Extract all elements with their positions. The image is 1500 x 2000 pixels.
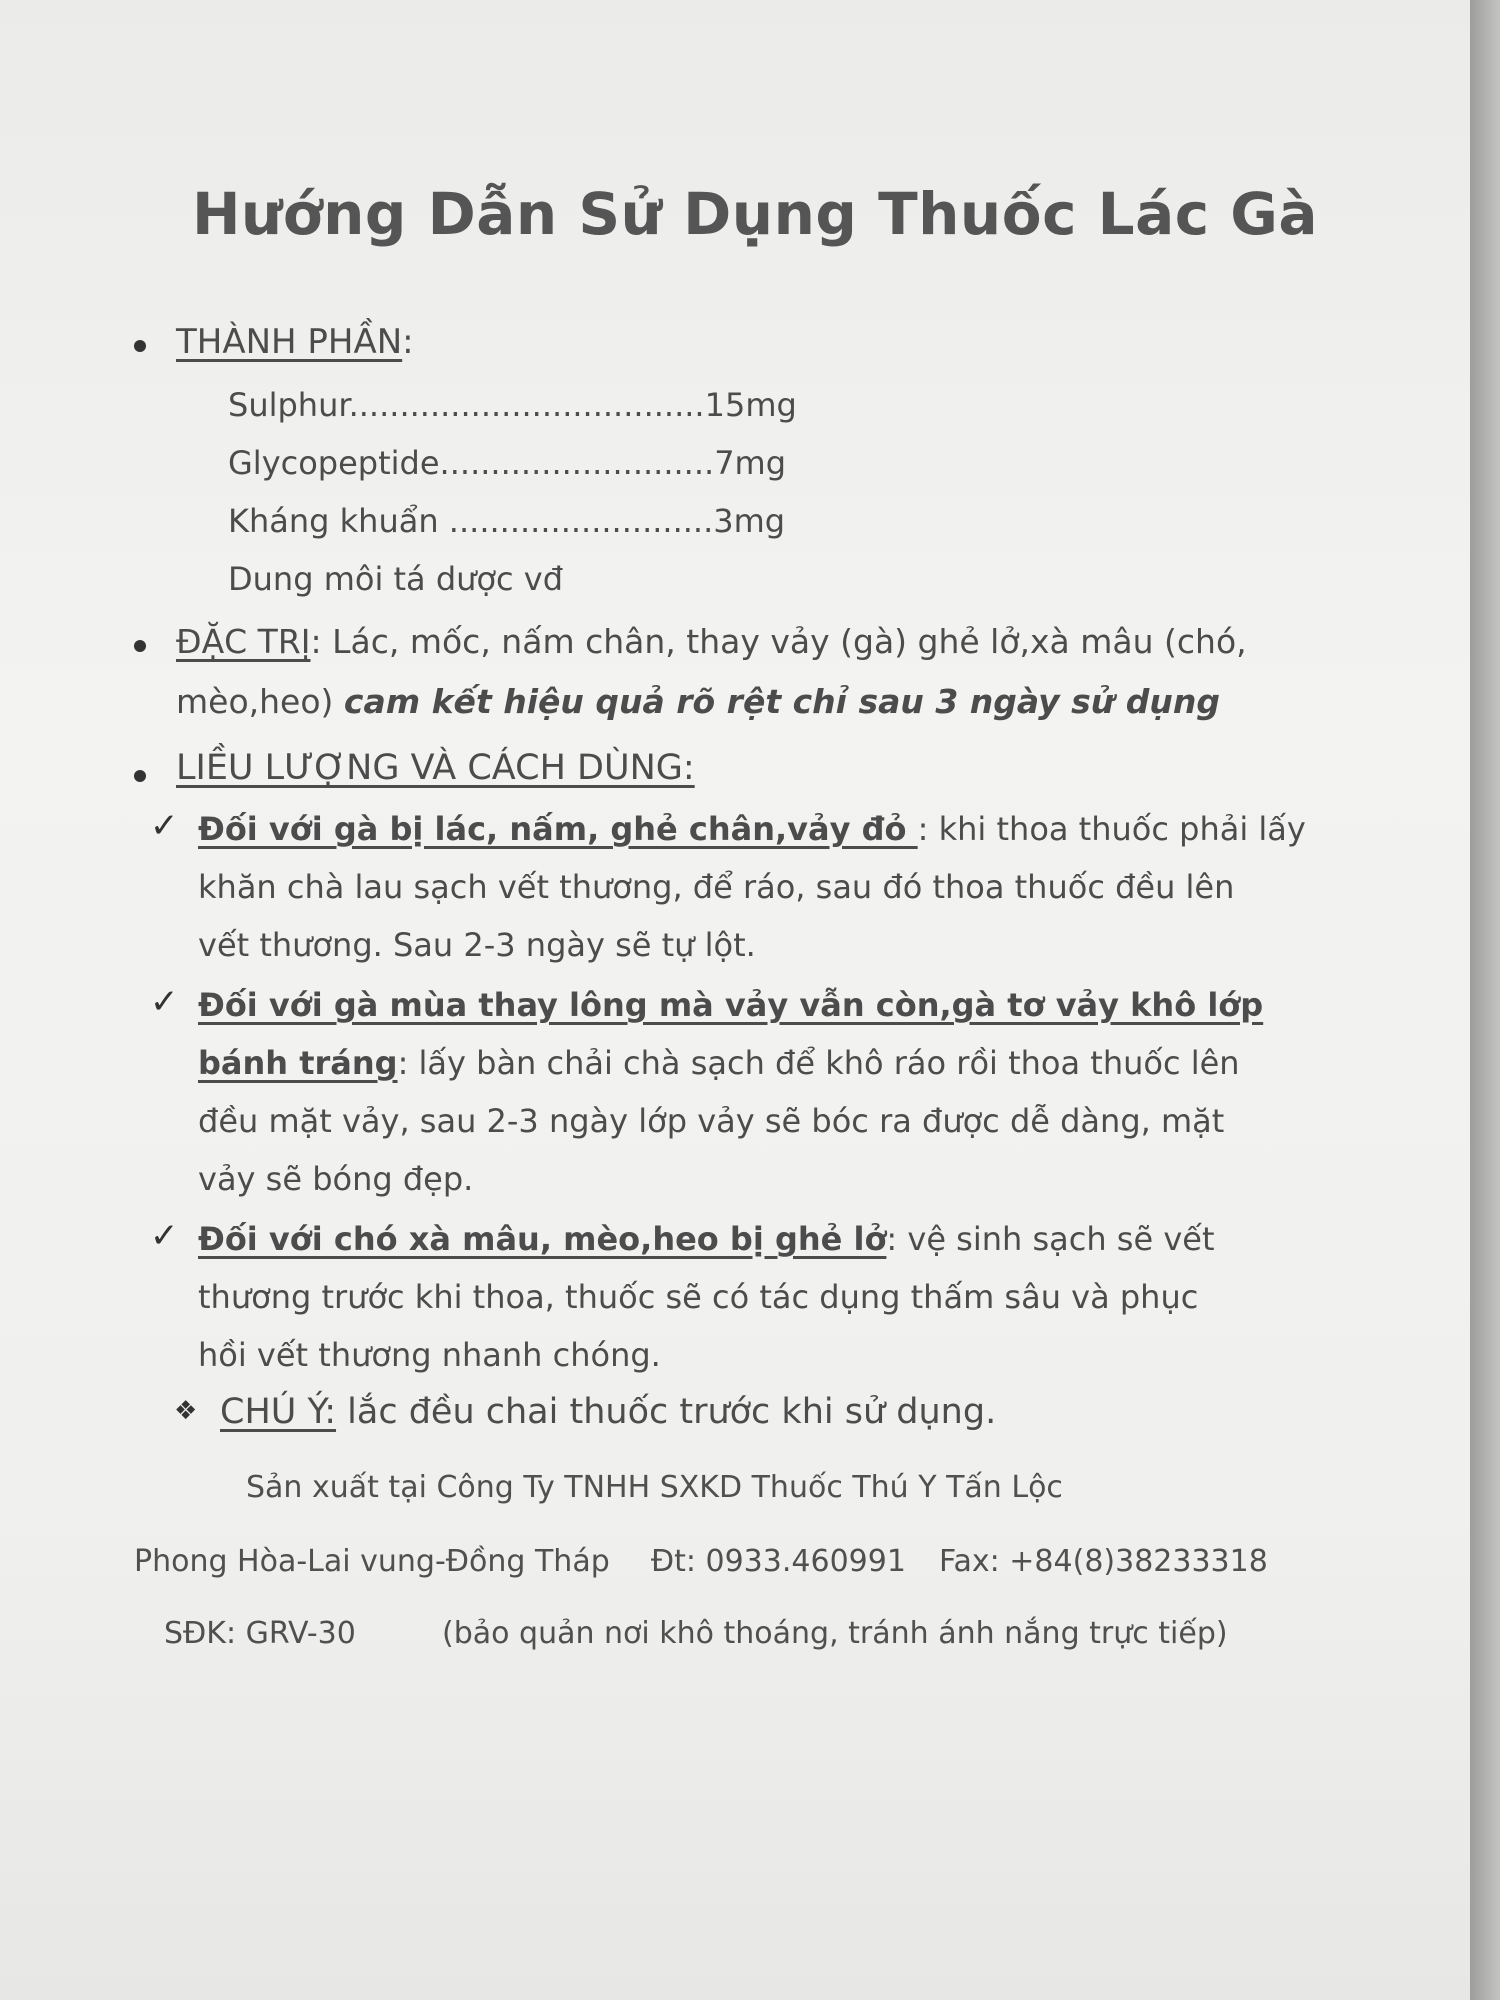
indication-heading: ĐẶC TRỊ xyxy=(176,622,311,661)
composition-heading-line: THÀNH PHẦN: xyxy=(176,322,414,362)
dosage-item-1-line-2: khăn chà lau sạch vết thương, để ráo, sau đó thoa thuốc đều lên xyxy=(198,868,1235,906)
indication-line-2: mèo,heo) cam kết hiệu quả rõ rệt chỉ sau 3 ngày sử dụng xyxy=(176,682,1221,721)
dosage-item-1-case: Đối với gà bị lác, nấm, ghẻ chân,vảy đỏ xyxy=(198,810,918,848)
dosage-item-3-case: Đối với chó xà mâu, mèo,heo bị ghẻ lở xyxy=(198,1220,887,1258)
dosage-item-1-line-3: vết thương. Sau 2-3 ngày sẽ tự lột. xyxy=(198,926,756,964)
check-icon: ✓ xyxy=(150,1216,179,1256)
registration-number: SĐK: GRV-30 xyxy=(164,1616,356,1651)
dosage-item-2-case-line-1: Đối với gà mùa thay lông mà vảy vẫn còn,gà tơ vảy khô lớp xyxy=(198,986,1264,1024)
check-icon: ✓ xyxy=(150,806,179,846)
note-line xyxy=(220,1392,996,1432)
bullet-indication xyxy=(134,640,146,652)
background-edge xyxy=(1470,0,1500,2000)
dosage-item-2-case-line-2: bánh tráng xyxy=(198,1044,398,1082)
dosage-item-2-line-3: đều mặt vảy, sau 2-3 ngày lớp vảy sẽ bóc ra được dễ dàng, mặt xyxy=(198,1102,1225,1140)
composition-item-sulphur: Sulphur...................................15mg xyxy=(228,386,797,424)
phone: Đt: 0933.460991 xyxy=(650,1544,906,1579)
address: Phong Hòa-Lai vung-Đồng Tháp xyxy=(134,1544,610,1579)
dosage-item-2-line-2: bánh tráng: lấy bàn chải chà sạch để khô ráo rồi thoa thuốc lên xyxy=(198,1044,1240,1082)
composition-heading: THÀNH PHẦN xyxy=(176,322,403,362)
note-heading: CHÚ Ý: xyxy=(220,1392,337,1432)
indication-line-1: ĐẶC TRỊ: Lác, mốc, nấm chân, thay vảy (gà) ghẻ lở,xà mâu (chó, xyxy=(176,622,1247,661)
bullet-composition xyxy=(134,340,146,352)
diamond-bullet-icon: ❖ xyxy=(174,1396,198,1426)
document-title: Hướng Dẫn Sử Dụng Thuốc Lác Gà xyxy=(191,180,1319,248)
composition-item-glycopeptide: Glycopeptide...........................7mg xyxy=(228,444,787,482)
composition-item-antibacterial: Kháng khuẩn ..........................3mg xyxy=(228,502,786,540)
dosage-item-1-line-1: Đối với gà bị lác, nấm, ghẻ chân,vảy đỏ : khi thoa thuốc phải lấy xyxy=(198,810,1306,848)
indication-text: Lác, mốc, nấm chân, thay vảy (gà) ghẻ lở,xà mâu (chó, xyxy=(321,622,1247,661)
storage-instruction: (bảo quản nơi khô thoáng, tránh ánh nắng trực tiếp) xyxy=(442,1616,1228,1651)
indication-emphasis: cam kết hiệu quả rõ rệt chỉ sau 3 ngày sử dụng xyxy=(343,682,1221,721)
dosage-item-3-line-3: hồi vết thương nhanh chóng. xyxy=(198,1336,661,1374)
dosage-item-3-line-1: Đối với chó xà mâu, mèo,heo bị ghẻ lở: vệ sinh sạch sẽ vết xyxy=(198,1220,1215,1258)
composition-item-solvent: Dung môi tá dược vđ xyxy=(228,560,564,598)
manufacturer: Sản xuất tại Công Ty TNHH SXKD Thuốc Thú Y Tấn Lộc xyxy=(246,1470,1063,1505)
dosage-item-2-line-4: vảy sẽ bóng đẹp. xyxy=(198,1160,474,1198)
fax: Fax: +84(8)38233318 xyxy=(939,1544,1268,1579)
dosage-heading: LIỀU LƯỢNG VÀ CÁCH DÙNG: xyxy=(176,748,695,788)
address-line xyxy=(134,1544,1268,1579)
check-icon: ✓ xyxy=(150,982,179,1022)
bullet-dosage xyxy=(134,770,146,782)
dosage-item-3-line-2: thương trước khi thoa, thuốc sẽ có tác dụng thấm sâu và phục xyxy=(198,1278,1199,1316)
note-text: lắc đều chai thuốc trước khi sử dụng. xyxy=(336,1392,997,1432)
